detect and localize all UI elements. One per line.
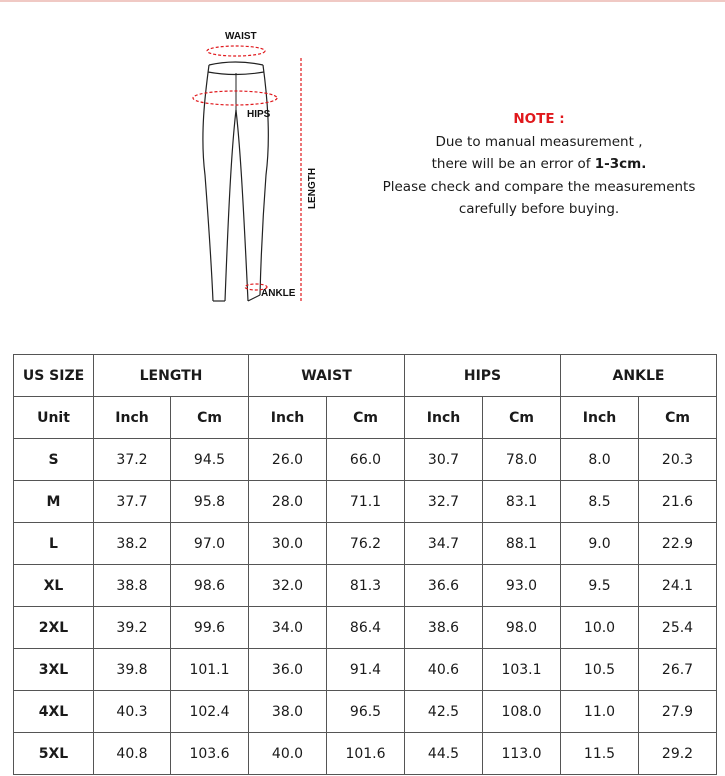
measurement-cell: 108.0 xyxy=(483,691,561,733)
unit-cell: Inch xyxy=(249,397,327,439)
size-cell: 2XL xyxy=(14,607,94,649)
table-row xyxy=(14,733,717,775)
table-row xyxy=(14,523,717,565)
note-line-1: Due to manual measurement , xyxy=(435,133,643,150)
table-row xyxy=(14,691,717,733)
measurement-cell: 95.8 xyxy=(171,481,249,523)
unit-cell: Cm xyxy=(483,397,561,439)
leggings-measurement-diagram xyxy=(185,25,325,310)
size-chart-table xyxy=(13,354,717,775)
measurement-cell: 88.1 xyxy=(483,523,561,565)
measurement-cell: 32.0 xyxy=(249,565,327,607)
note-line-3: Please check and compare the measurements xyxy=(382,178,696,195)
note-line-4: carefully before buying. xyxy=(458,201,620,217)
measurement-cell: 96.5 xyxy=(327,691,405,733)
header-row xyxy=(14,355,717,397)
measurement-cell: 44.5 xyxy=(405,733,483,775)
measurement-cell: 38.0 xyxy=(249,691,327,733)
measurement-cell: 98.6 xyxy=(171,565,249,607)
measurement-cell: 37.2 xyxy=(94,439,171,481)
measurement-cell: 11.0 xyxy=(561,691,639,733)
unit-cell: Inch xyxy=(405,397,483,439)
measurement-cell: 98.0 xyxy=(483,607,561,649)
measurement-cell: 9.5 xyxy=(561,565,639,607)
measurement-cell: 25.4 xyxy=(639,607,717,649)
unit-label: Unit xyxy=(14,397,94,439)
unit-cell: Cm xyxy=(327,397,405,439)
measurement-cell: 101.6 xyxy=(327,733,405,775)
measurement-cell: 36.0 xyxy=(249,649,327,691)
measurement-cell: 38.8 xyxy=(94,565,171,607)
waist-header: WAIST xyxy=(249,355,405,397)
measurement-cell: 40.6 xyxy=(405,649,483,691)
measurement-cell: 38.6 xyxy=(405,607,483,649)
ankle-header: ANKLE xyxy=(561,355,717,397)
measurement-cell: 40.3 xyxy=(94,691,171,733)
measurement-cell: 34.0 xyxy=(249,607,327,649)
measurement-cell: 94.5 xyxy=(171,439,249,481)
ankle-label: ANKLE xyxy=(261,288,296,299)
unit-row xyxy=(14,397,717,439)
hips-header: HIPS xyxy=(405,355,561,397)
leggings-outline-icon xyxy=(185,25,325,310)
measurement-cell: 8.0 xyxy=(561,439,639,481)
length-label: LENGTH xyxy=(307,167,319,210)
measurement-cell: 99.6 xyxy=(171,607,249,649)
measurement-cell: 103.1 xyxy=(483,649,561,691)
waist-label: WAIST xyxy=(225,31,257,42)
us-size-header: US SIZE xyxy=(14,355,94,397)
measurement-note xyxy=(374,108,704,221)
measurement-cell: 42.5 xyxy=(405,691,483,733)
measurement-cell: 103.6 xyxy=(171,733,249,775)
measurement-cell: 10.5 xyxy=(561,649,639,691)
note-line-2 xyxy=(374,153,704,176)
top-divider xyxy=(0,0,725,2)
size-cell: M xyxy=(14,481,94,523)
size-cell: S xyxy=(14,439,94,481)
measurement-cell: 38.2 xyxy=(94,523,171,565)
measurement-cell: 76.2 xyxy=(327,523,405,565)
hips-label: HIPS xyxy=(247,109,271,120)
measurement-cell: 101.1 xyxy=(171,649,249,691)
measurement-cell: 39.8 xyxy=(94,649,171,691)
measurement-cell: 20.3 xyxy=(639,439,717,481)
measurement-cell: 30.7 xyxy=(405,439,483,481)
measurement-cell: 81.3 xyxy=(327,565,405,607)
size-cell: L xyxy=(14,523,94,565)
measurement-cell: 83.1 xyxy=(483,481,561,523)
measurement-cell: 29.2 xyxy=(639,733,717,775)
note-error-range: 1-3cm. xyxy=(594,156,647,172)
table-row xyxy=(14,565,717,607)
length-header: LENGTH xyxy=(94,355,249,397)
measurement-cell: 27.9 xyxy=(639,691,717,733)
measurement-cell: 71.1 xyxy=(327,481,405,523)
size-cell: 4XL xyxy=(14,691,94,733)
unit-cell: Cm xyxy=(171,397,249,439)
note-line-2-prefix: there will be an error of xyxy=(431,156,595,172)
measurement-cell: 91.4 xyxy=(327,649,405,691)
measurement-cell: 97.0 xyxy=(171,523,249,565)
table-row xyxy=(14,439,717,481)
measurement-cell: 28.0 xyxy=(249,481,327,523)
measurement-cell: 32.7 xyxy=(405,481,483,523)
measurement-cell: 26.0 xyxy=(249,439,327,481)
unit-cell: Inch xyxy=(94,397,171,439)
measurement-cell: 39.2 xyxy=(94,607,171,649)
measurement-cell: 40.0 xyxy=(249,733,327,775)
unit-cell: Cm xyxy=(639,397,717,439)
measurement-cell: 102.4 xyxy=(171,691,249,733)
size-cell: 3XL xyxy=(14,649,94,691)
size-cell: XL xyxy=(14,565,94,607)
unit-cell: Inch xyxy=(561,397,639,439)
measurement-cell: 66.0 xyxy=(327,439,405,481)
table-row xyxy=(14,607,717,649)
measurement-cell: 21.6 xyxy=(639,481,717,523)
measurement-cell: 78.0 xyxy=(483,439,561,481)
note-title: NOTE : xyxy=(513,111,565,127)
measurement-cell: 24.1 xyxy=(639,565,717,607)
measurement-cell: 34.7 xyxy=(405,523,483,565)
measurement-cell: 86.4 xyxy=(327,607,405,649)
measurement-cell: 40.8 xyxy=(94,733,171,775)
table-row xyxy=(14,481,717,523)
measurement-cell: 22.9 xyxy=(639,523,717,565)
measurement-cell: 10.0 xyxy=(561,607,639,649)
measurement-cell: 36.6 xyxy=(405,565,483,607)
table-row xyxy=(14,649,717,691)
measurement-cell: 113.0 xyxy=(483,733,561,775)
measurement-cell: 9.0 xyxy=(561,523,639,565)
size-cell: 5XL xyxy=(14,733,94,775)
measurement-cell: 26.7 xyxy=(639,649,717,691)
measurement-cell: 30.0 xyxy=(249,523,327,565)
measurement-cell: 37.7 xyxy=(94,481,171,523)
measurement-cell: 11.5 xyxy=(561,733,639,775)
measurement-cell: 8.5 xyxy=(561,481,639,523)
measurement-cell: 93.0 xyxy=(483,565,561,607)
